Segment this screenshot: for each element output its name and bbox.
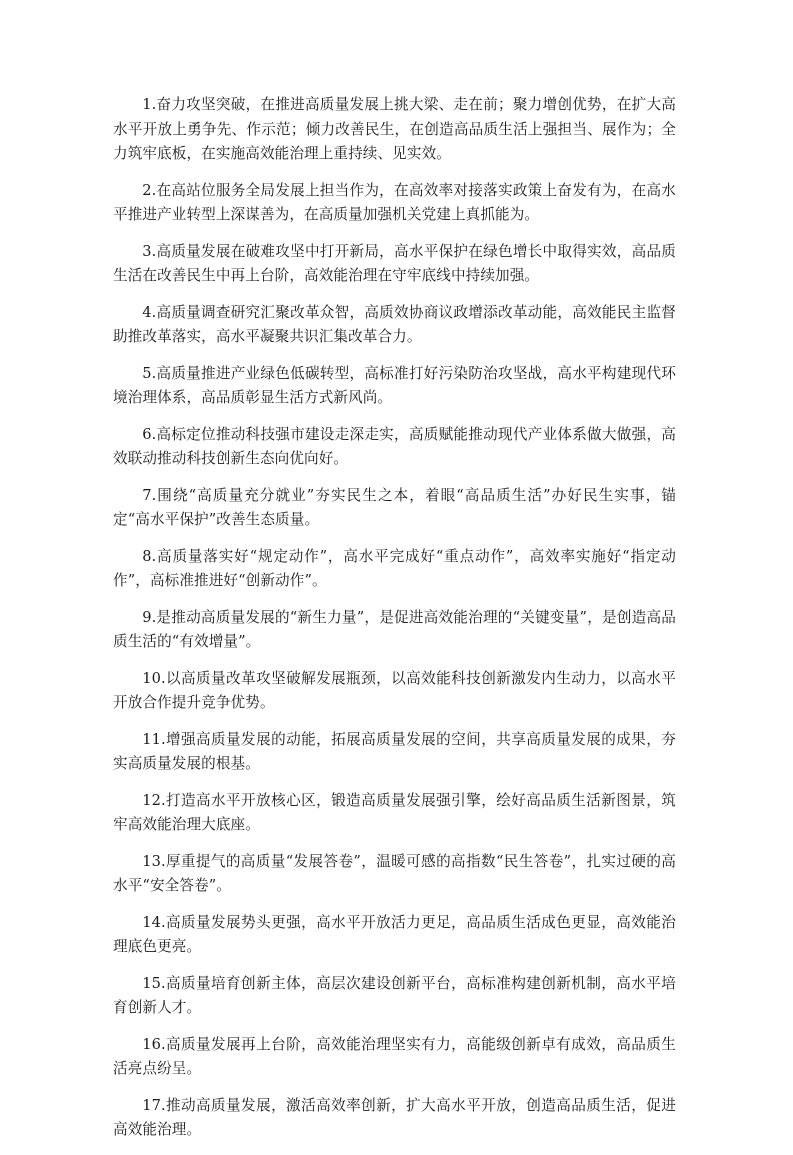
paragraph-14: 14.高质量发展势头更强，高水平开放活力更足，高品质生活成色更显，高效能治理底色更亮。 — [113, 913, 676, 955]
paragraph-17: 17.推动高质量发展，激活高效率创新，扩大高水平开放，创造高品质生活，促进高效能治理。 — [113, 1096, 676, 1138]
paragraph-7: 7.围绕“高质量充分就业”夯实民生之本，着眼“高品质生活”办好民生实事，锚定“高水平保护”改善生态质量。 — [113, 486, 676, 528]
paragraph-13: 13.厚重提气的高质量“发展答卷”，温暖可感的高指数“民生答卷”，扎实过硬的高水平“安全答卷”。 — [113, 852, 676, 894]
paragraph-5: 5.高质量推进产业绿色低碳转型，高标准打好污染防治攻坚战，高水平构建现代环境治理体系，高品质彰显生活方式新风尚。 — [113, 364, 676, 406]
paragraph-6: 6.高标定位推动科技强市建设走深走实，高质赋能推动现代产业体系做大做强，高效联动推动科技创新生态向优向好。 — [113, 425, 676, 467]
paragraph-12: 12.打造高水平开放核心区，锻造高质量发展强引擎，绘好高品质生活新图景，筑牢高效能治理大底座。 — [113, 791, 676, 833]
paragraph-3: 3.高质量发展在破难攻坚中打开新局，高水平保护在绿色增长中取得实效，高品质生活在改善民生中再上台阶，高效能治理在守牢底线中持续加强。 — [113, 242, 676, 284]
paragraph-11: 11.增强高质量发展的动能，拓展高质量发展的空间，共享高质量发展的成果，夯实高质量发展的根基。 — [113, 730, 676, 772]
paragraph-16: 16.高质量发展再上台阶，高效能治理坚实有力，高能级创新卓有成效，高品质生活亮点纷呈。 — [113, 1035, 676, 1077]
paragraph-1: 1.奋力攻坚突破，在推进高质量发展上挑大梁、走在前；聚力增创优势，在扩大高水平开放上勇争先、作示范；倾力改善民生，在创造高品质生活上强担当、展作为；全力筑牢底板，在实施高效能治理上重持续、见实效。 — [113, 96, 676, 162]
paragraph-4: 4.高质量调查研究汇聚改革众智，高质效协商议政增添改革动能，高效能民主监督助推改革落实，高水平凝聚共识汇集改革合力。 — [113, 303, 676, 345]
document-body — [113, 93, 676, 1155]
paragraph-15: 15.高质量培育创新主体，高层次建设创新平台，高标准构建创新机制，高水平培育创新人才。 — [113, 974, 676, 1016]
paragraph-2: 2.在高站位服务全局发展上担当作为，在高效率对接落实政策上奋发有为，在高水平推进产业转型上深谋善为，在高质量加强机关党建上真抓能为。 — [113, 181, 676, 223]
paragraph-9: 9.是推动高质量发展的“新生力量”，是促进高效能治理的“关键变量”，是创造高品质生活的“有效增量”。 — [113, 608, 676, 650]
paragraph-10: 10.以高质量改革攻坚破解发展瓶颈，以高效能科技创新激发内生动力，以高水平开放合作提升竞争优势。 — [113, 669, 676, 711]
paragraph-8: 8.高质量落实好“规定动作”，高水平完成好“重点动作”，高效率实施好“指定动作”，高标准推进好“创新动作”。 — [113, 547, 676, 589]
